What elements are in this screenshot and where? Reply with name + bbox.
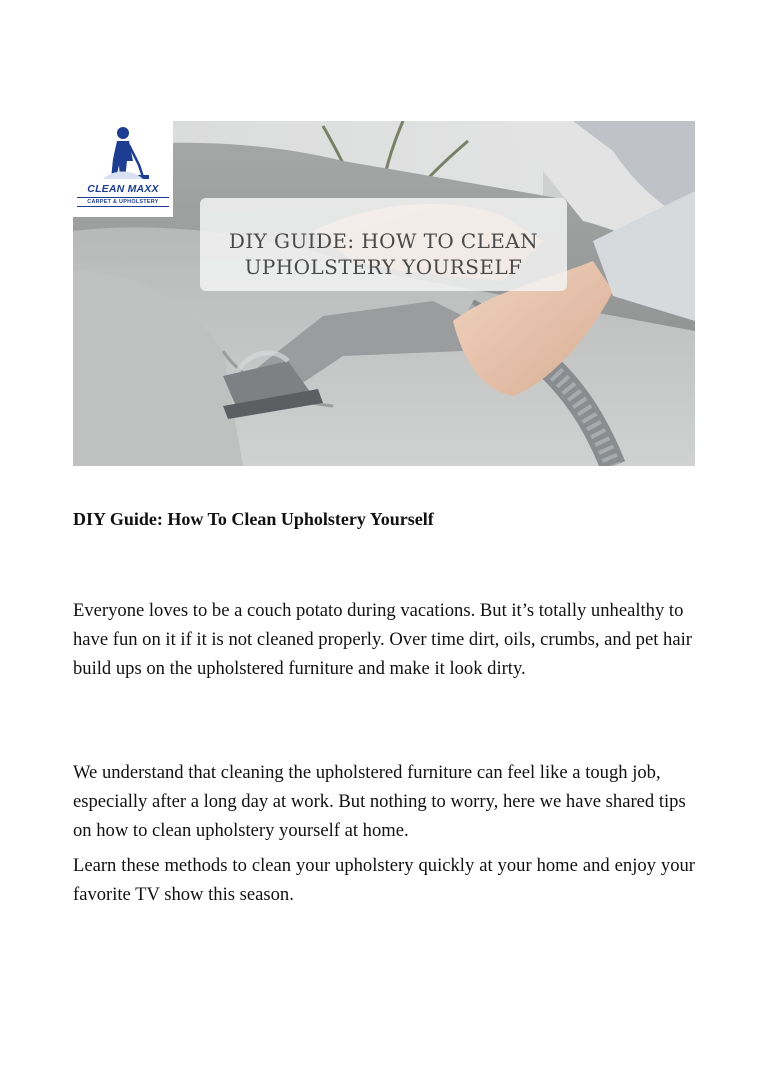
banner-line-1: DIY GUIDE: HOW TO CLEAN [228,229,539,253]
clean-maxx-logo [73,121,173,217]
logo-name: CLEAN MAXX [87,183,159,195]
article-paragraph-3: Learn these methods to clean your upholstery quickly at your home and enjoy your favorite TV show this season. [73,855,695,905]
image-title-banner [200,198,567,291]
banner-line-2: UPHOLSTERY YOURSELF [244,255,523,279]
article-paragraph-2: We understand that cleaning the upholstered furniture can feel like a tough job, especially after a long day at work. But nothing to worry, here we have shared tips on how to clean upholstery yourself at home. [73,762,686,841]
logo-tagline: CARPET & UPHOLSTERY [77,197,169,207]
person-with-vacuum-icon [73,121,173,183]
article-paragraph-1: Everyone loves to be a couch potato during vacations. But it’s totally unhealthy to have fun on it if it is not cleaned properly. Over time dirt, oils, crumbs, and pet hair build ups on the upholstered furniture and make it look dirty. [73,600,692,679]
article-title: DIY Guide: How To Clean Upholstery Yourself [73,509,434,529]
